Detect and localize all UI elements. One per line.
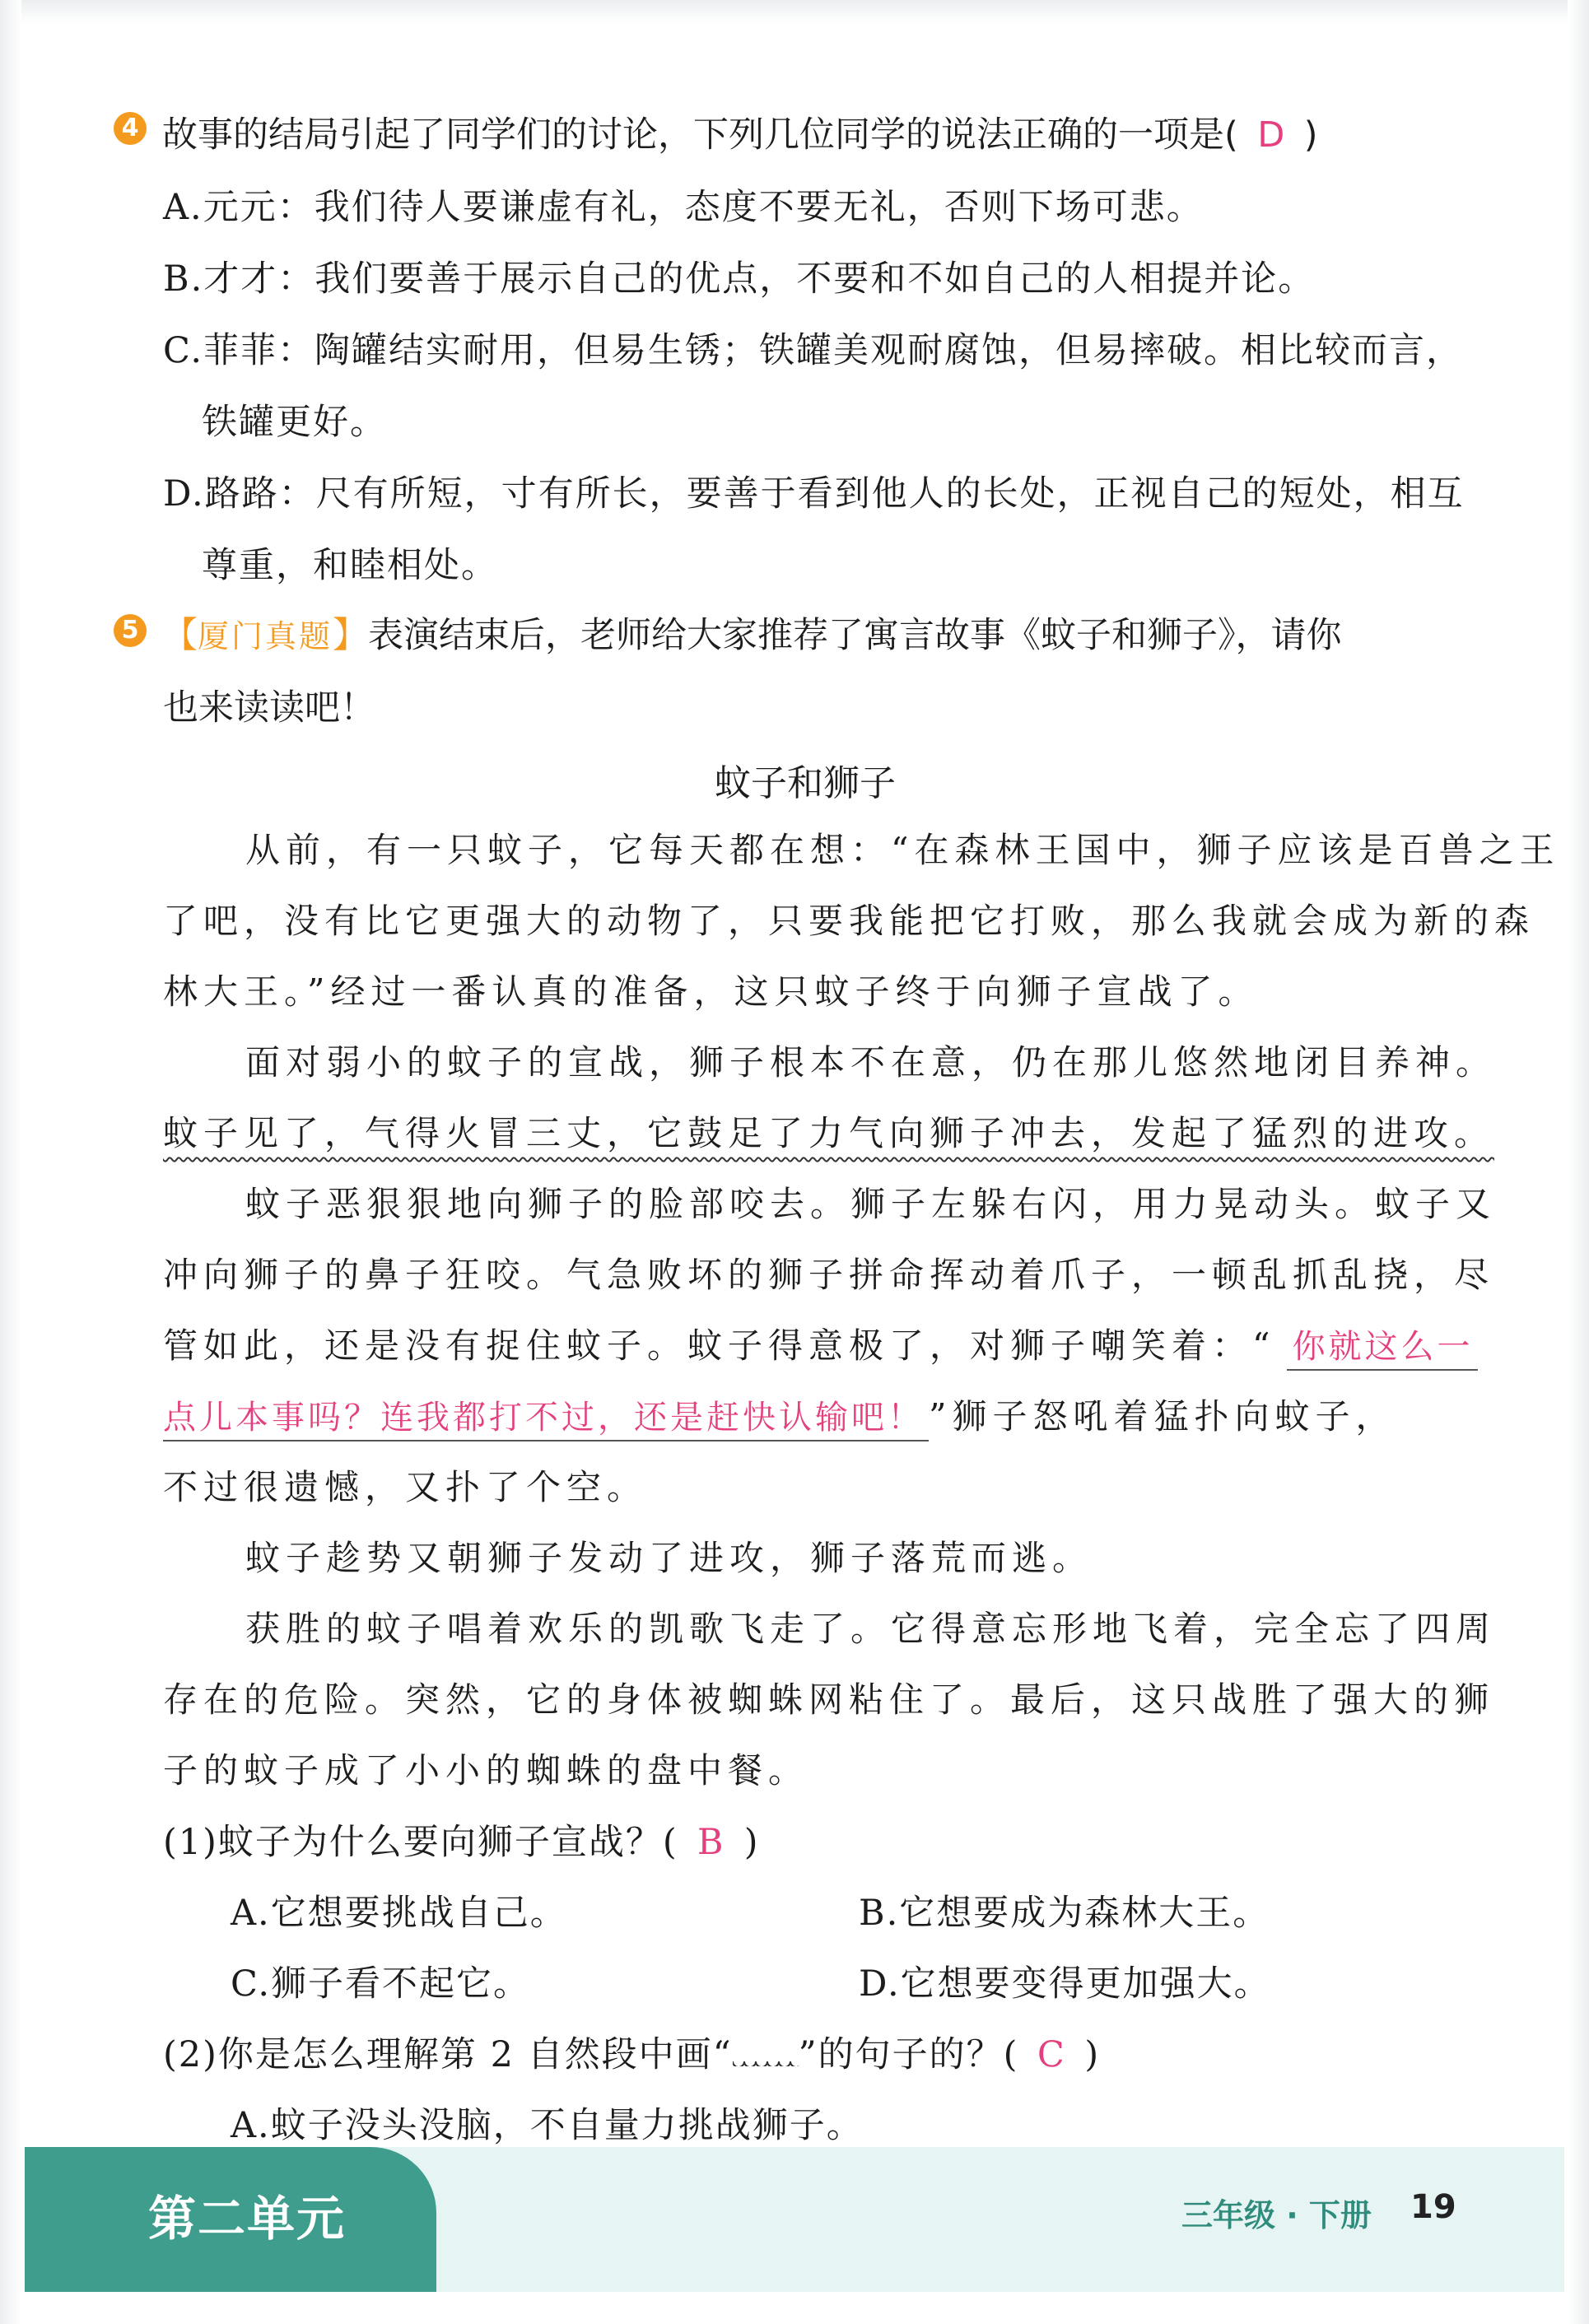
subquestion-2-close: ) [1084, 2034, 1101, 2075]
question-5-badge: 5 [114, 614, 147, 647]
story-p3-line4-tail: ”狮子怒吼着猛扑向蚊子， [929, 1396, 1396, 1437]
story-p3-line4 [163, 1390, 1396, 1439]
q4-option-a: A.元元：我们待人要谦虚有礼，态度不要无礼，否则下场可悲。 [163, 187, 1204, 228]
sub2-option-a: A.蚊子没头没脑，不自量力挑战狮子。 [231, 2105, 864, 2146]
subquestion-1-close: ) [743, 1822, 760, 1863]
question-5-stem-line1 [162, 608, 1342, 658]
story-p3-line3 [163, 1319, 1478, 1368]
question-4-answer: D [1257, 114, 1285, 156]
subquestion-2-stem-a: (2)你是怎么理解第 2 自然段中画“ [163, 2034, 733, 2075]
story-p2-line1: 面对弱小的蚊子的宣战，狮子根本不在意，仍在那儿悠然地闭目养神。 [245, 1042, 1497, 1083]
story-p1-line3: 林大王。”经过一番认真的准备，这只蚊子终于向狮子宣战了。 [163, 971, 1259, 1012]
story-p2-line2-wavy-underlined: 蚊子见了，气得火冒三丈，它鼓足了力气向狮子冲去，发起了猛烈的进攻。 [163, 1113, 1495, 1153]
page-footer [0, 2147, 1589, 2324]
story-title: 蚊子和狮子 [715, 762, 896, 804]
q4-option-d-line2: 尊重，和睦相处。 [202, 545, 498, 586]
question-4-stem-text: 故事的结局引起了同学们的讨论，下列几位同学的说法正确的一项是( [162, 114, 1238, 156]
story-p1-line1: 从前，有一只蚊子，它每天都在想：“在森林王国中，狮子应该是百兽之王 [245, 830, 1560, 870]
story-p3-line3-text: 管如此，还是没有捉住蚊子。蚊子得意极了，对狮子嘲笑着：“ [163, 1325, 1276, 1366]
subquestion-2-stem-b: ”的句子的？( [798, 2034, 1019, 2075]
subquestion-1-answer: B [697, 1822, 725, 1863]
question-5-stem-text: 表演结束后，老师给大家推荐了寓言故事《蚊子和狮子》，请你 [368, 615, 1342, 656]
handwritten-answer-part1: 你就这么一 [1287, 1328, 1478, 1371]
question-4-close: ) [1303, 114, 1318, 156]
subquestion-1 [163, 1814, 759, 1865]
sub1-option-b: B.它想要成为森林大王。 [859, 1893, 1270, 1934]
q4-option-d-line1: D.路路：尺有所短，寸有所长，要善于看到他人的长处，正视自己的短处，相互 [163, 473, 1465, 515]
story-p5-line2: 存在的危险。突然，它的身体被蜘蛛网粘住了。最后，这只战胜了强大的狮 [163, 1679, 1495, 1720]
sub1-option-d: D.它想要变得更加强大。 [859, 1963, 1271, 2005]
unit-label: 第二单元 [148, 2191, 347, 2247]
wavy-line-symbol [733, 2050, 799, 2066]
subquestion-2-answer: C [1037, 2034, 1066, 2075]
source-tag: 【厦门真题】 [162, 615, 369, 656]
story-p4: 蚊子趁势又朝狮子发动了进攻，狮子落荒而逃。 [245, 1538, 1093, 1578]
story-p1-line2: 了吧，没有比它更强大的动物了，只要我能把它打败，那么我就会成为新的森 [163, 901, 1535, 941]
q4-option-c-line2: 铁罐更好。 [202, 402, 387, 443]
handwritten-answer-part2: 点儿本事吗？连我都打不过，还是赶快认输吧！ [163, 1399, 929, 1441]
question-5-stem-line2: 也来读读吧！ [163, 687, 375, 729]
grade-label: 三年级 · 下册 [1181, 2197, 1372, 2233]
story-p3-line5: 不过很遗憾，又扑了个空。 [163, 1467, 648, 1507]
question-4-stem [162, 107, 1318, 157]
q4-option-b: B.才才：我们要善于展示自己的优点，不要和不如自己的人相提并论。 [163, 258, 1316, 300]
page-number: 19 [1410, 2188, 1456, 2226]
story-p5-line1: 获胜的蚊子唱着欢乐的凯歌飞走了。它得意忘形地飞着，完全忘了四周 [245, 1609, 1497, 1649]
q4-option-c-line1: C.菲菲：陶罐结实耐用，但易生锈；铁罐美观耐腐蚀，但易摔破。相比较而言， [163, 330, 1464, 371]
story-p5-line3: 子的蚊子成了小小的蜘蛛的盘中餐。 [163, 1750, 809, 1791]
sub1-option-c: C.狮子看不起它。 [231, 1963, 531, 2005]
story-p3-line2: 冲向狮子的鼻子狂咬。气急败坏的狮子拼命挥动着爪子，一顿乱抓乱挠，尽 [163, 1255, 1495, 1295]
story-p3-line1: 蚊子恶狠狠地向狮子的脸部咬去。狮子左躲右闪，用力晃动头。蚊子又 [245, 1184, 1497, 1224]
subquestion-1-stem: (1)蚊子为什么要向狮子宣战？( [163, 1822, 678, 1863]
subquestion-2 [163, 2027, 1100, 2077]
question-4-badge: 4 [114, 112, 147, 145]
sub1-option-a: A.它想要挑战自己。 [231, 1893, 567, 1934]
